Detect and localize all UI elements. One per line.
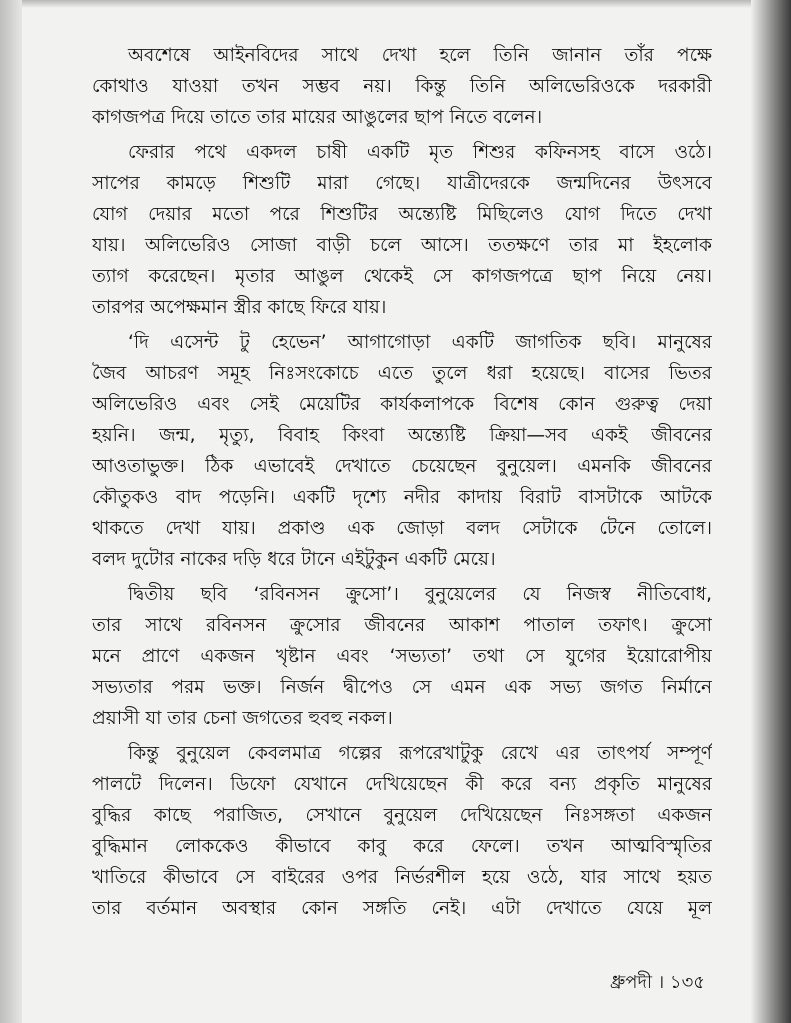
text-line: অবশেষে আইনবিদের সাথে দেখা হলে তিনি জানান তাঁর পক্ষে bbox=[128, 45, 712, 66]
text-line: প্রয়াসী যা তার চেনা জগতের হুবহু নকল। bbox=[92, 708, 393, 729]
text-line: তার বর্তমান অবস্থার কোন সঙ্গতি নেই। এটা দেখাতে যেয়ে মূল bbox=[92, 898, 712, 919]
body-text bbox=[92, 40, 712, 928]
text-line: ফেরার পথে একদল চাষী একটি মৃত শিশুর কফিনসহ বাসে ওঠে। bbox=[128, 142, 712, 163]
text-line: বুদ্ধির কাছে পরাজিত, সেখানে বুনুয়েল দেখিয়েছেন নিঃসঙ্গতা একজন bbox=[92, 805, 712, 826]
paragraph-1 bbox=[92, 40, 712, 133]
top-edge-shadow bbox=[22, 0, 752, 8]
text-line: কোথাও যাওয়া তখন সম্ভব নয়। কিন্তু তিনি অলিভেরিওকে দরকারী bbox=[92, 76, 712, 97]
text-line: পালটে দিলেন। ডিফো যেখানে দেখিয়েছেন কী করে বন্য প্রকৃতি মানুষের bbox=[92, 774, 712, 795]
book-spine-shadow bbox=[0, 0, 22, 1023]
text-line: ত্যাগ করেছেন। মৃতার আঙুল থেকেই সে কাগজপত্রে ছাপ নিয়ে নেয়। bbox=[92, 266, 712, 287]
text-line: অলিভেরিও এবং সেই মেয়েটির কার্যকলাপকে বিশেষ কোন গুরুত্ব দেয়া bbox=[92, 394, 712, 415]
text-line: মনে প্রাণে একজন খৃষ্টান এবং ‘সভ্যতা’ তথা সে যুগের ইয়োরোপীয় bbox=[92, 646, 712, 667]
text-line: যায়। অলিভেরিও সোজা বাড়ী চলে আসে। ততক্ষণে তার মা ইহলোক bbox=[92, 235, 712, 256]
text-line: তারপর অপেক্ষমান স্ত্রীর কাছে ফিরে যায়। bbox=[92, 297, 387, 318]
paragraph-3 bbox=[92, 327, 712, 575]
text-line: জৈব আচরণ সমূহ নিঃসংকোচে এতে তুলে ধরা হয়েছে। বাসের ভিতর bbox=[92, 363, 712, 384]
text-line: হয়নি। জন্ম, মৃত্যু, বিবাহ কিংবা অন্ত্যেষ্টি ক্রিয়া—সব একই জীবনের bbox=[92, 425, 712, 446]
text-line: সাপের কামড়ে শিশুটি মারা গেছে। যাত্রীদেরকে জন্মদিনের উৎসবে bbox=[92, 173, 712, 194]
text-line: কাগজপত্র দিয়ে তাতে তার মায়ের আঙুলের ছাপ নিতে বলেন। bbox=[92, 107, 543, 128]
text-line: খাতিরে কীভাবে সে বাইরের ওপর নির্ভরশীল হয়ে ওঠে, যার সাথে হয়ত bbox=[92, 867, 712, 888]
paragraph-2 bbox=[92, 137, 712, 323]
text-line: বলদ দুটোর নাকের দড়ি ধরে টানে এইটুকুন একটি মেয়ে। bbox=[92, 549, 496, 570]
text-line: থাকতে দেখা যায়। প্রকাণ্ড এক জোড়া বলদ সেটাকে টেনে তোলে। bbox=[92, 518, 712, 539]
text-line: কিন্তু বুনুয়েল কেবলমাত্র গল্পের রূপরেখাটুকু রেখে এর তাৎপর্য সম্পূর্ণ bbox=[128, 743, 712, 764]
paragraph-4 bbox=[92, 579, 712, 734]
text-line: তার সাথে রবিনসন ক্রুসোর জীবনের আকাশ পাতাল তফাৎ। ক্রুসো bbox=[92, 615, 712, 636]
paragraph-5 bbox=[92, 738, 712, 924]
text-line: যোগ দেয়ার মতো পরে শিশুটির অন্ত্যেষ্টি মিছিলেও যোগ দিতে দেখা bbox=[92, 204, 712, 225]
text-line: কৌতুকও বাদ পড়েনি। একটি দৃশ্যে নদীর কাদায় বিরাট বাসটাকে আটকে bbox=[92, 487, 712, 508]
text-line: আওতাভুক্ত। ঠিক এভাবেই দেখাতে চেয়েছেন বুনুয়েল। এমনকি জীবনের bbox=[92, 456, 712, 477]
text-line: বুদ্ধিমান লোককেও কীভাবে কাবু করে ফেলে। তখন আত্মবিস্মৃতির bbox=[92, 836, 712, 857]
right-page-edge bbox=[751, 0, 791, 1023]
text-line: দ্বিতীয় ছবি ‘রবিনসন ক্রুসো’। বুনুয়েলের যে নিজস্ব নীতিবোধ, bbox=[128, 584, 712, 605]
page-footer: ধ্রুপদী । ১৩৫ bbox=[609, 972, 705, 993]
text-line: সভ্যতার পরম ভক্ত। নির্জন দ্বীপেও সে এমন এক সভ্য জগত নির্মানে bbox=[92, 677, 712, 698]
text-line: ‘দি এসেন্ট টু হেভেন’ আগাগোড়া একটি জাগতিক ছবি। মানুষের bbox=[128, 332, 712, 353]
